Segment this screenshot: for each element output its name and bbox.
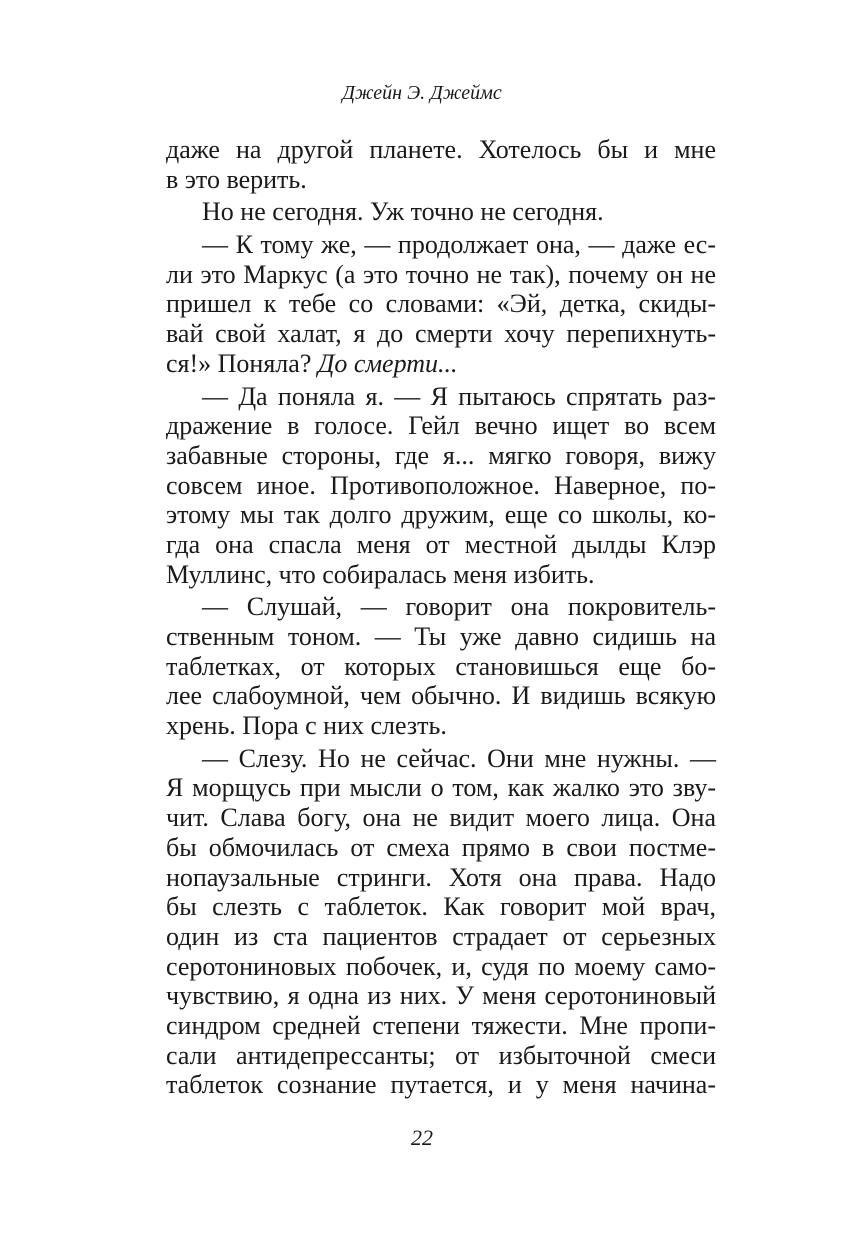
text-line: дражение в голосе. Гейл вечно ищет во всем [166,411,716,441]
text-line: этому мы так долго дружим, еще со школы, ко- [166,500,716,530]
text-line: — Слушай, — говорит она покровитель- [202,592,716,622]
text-line: пришел к тебе со словами: «Эй, детка, скиды- [166,289,716,319]
text-line: Но не сегодня. Уж точно не сегодня. [202,197,604,227]
running-head: Джейн Э. Джеймс [342,82,502,104]
text-line: бы обмочилась от смеха прямо в свои постме- [166,832,716,862]
text-line: нопаузальные стринги. Хотя она права. Надо [166,862,716,892]
text-line: вай свой халат, я до смерти хочу перепихнуть- [166,319,716,349]
text-line: Муллинс, что собиралась меня избить. [166,559,595,589]
text-line: один из ста пациентов страдает от серьезных [166,921,716,951]
text-line: сали антидепрессанты; от избыточной смеси [166,1040,716,1070]
page-number: 22 [411,1125,433,1150]
text-line: таблетках, от которых становишься еще бо- [166,651,716,681]
text-run: ся!» Поняла? [166,348,312,378]
text-line: чит. Слава богу, она не видит моего лица. Она [166,803,716,833]
text-line: ли это Маркус (а это точно не так), почему он не [166,259,716,289]
text-line [166,349,716,379]
text-line: Я морщусь при мысли о том, как жалко это зву- [166,773,716,803]
text-line: чувствию, я одна из них. У меня серотониновый [166,981,716,1011]
text-line: синдром средней степени тяжести. Мне пропи- [166,1010,716,1040]
text-line: таблеток сознание путается, и у меня начина- [166,1070,716,1100]
text-line: гда она спасла меня от местной дылды Клэр [166,529,716,559]
text-line: даже на другой планете. Хотелось бы и мне [166,135,716,164]
text-line: забавные стороны, где я... мягко говоря, вижу [166,440,716,470]
text-line: в это верить. [166,164,307,194]
text-line: ственным тоном. — Ты уже давно сидишь на [166,622,716,651]
text-line: хрень. Пора с них слезть. [166,711,447,741]
text-line: бы слезть с таблеток. Как говорит мой врач, [166,892,716,922]
text-line: — К тому же, — продолжает она, — даже ес- [202,230,716,260]
body-text [166,135,716,1100]
text-line: — Да поняла я. — Я пытаюсь спрятать раз- [202,381,716,411]
text-line: — Слезу. Но не сейчас. Они мне нужны. — [202,743,716,773]
italic-text: До смерти... [317,348,458,378]
text-line: совсем иное. Противоположное. Наверное, по- [166,470,716,500]
text-line: лее слабоумной, чем обычно. И видишь всякую [166,681,716,711]
text-line: серотониновых побочек, и, судя по моему само- [166,951,716,981]
